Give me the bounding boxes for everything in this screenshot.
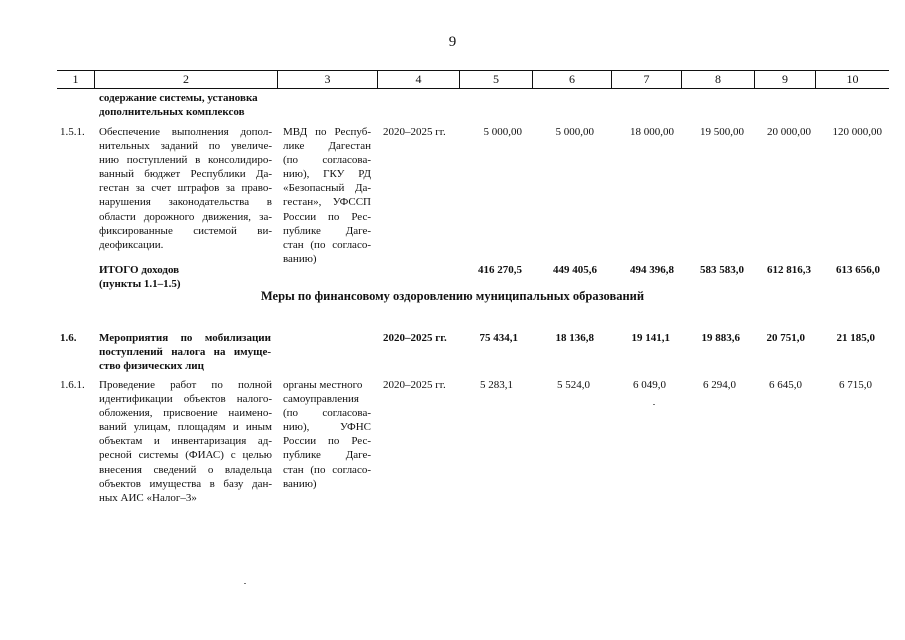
row-executor: МВД по Респуб- лике Дагестан (по согласова- нию), ГКУ РД «Безопасный Да- гестан», УФССП России по Рес- публике Даге- стан (по согласо- ванию) bbox=[283, 126, 371, 265]
value-cell: 21 185,0 bbox=[836, 332, 875, 344]
scan-speck bbox=[244, 583, 246, 584]
total-value: 612 816,3 bbox=[767, 264, 811, 276]
column-header: 3 bbox=[324, 72, 331, 86]
value-cell: 5 000,00 bbox=[483, 126, 522, 138]
value-cell: 6 294,0 bbox=[703, 379, 736, 391]
value-cell: 19 500,00 bbox=[700, 126, 744, 138]
continued-description-line: дополнительных комплексов bbox=[99, 106, 245, 118]
value-cell: 6 645,0 bbox=[769, 379, 802, 391]
page-number: 9 bbox=[448, 34, 457, 50]
column-header: 7 bbox=[643, 72, 650, 86]
section-title: Меры по финансовому оздоровлению муниципальных образований bbox=[260, 289, 645, 303]
column-header: 5 bbox=[493, 72, 499, 86]
value-cell: 6 049,0 bbox=[633, 379, 666, 391]
column-header: 2 bbox=[183, 72, 189, 86]
row-number: 1.6. bbox=[60, 332, 77, 344]
continued-description-line: содержание системы, установка bbox=[99, 92, 258, 104]
total-label-line: ИТОГО доходов bbox=[99, 264, 180, 276]
row-number: 1.6.1. bbox=[60, 379, 85, 391]
value-cell: 18 000,00 bbox=[630, 126, 674, 138]
value-cell: 75 434,1 bbox=[479, 332, 518, 344]
value-cell: 19 883,6 bbox=[701, 332, 740, 344]
column-header: 8 bbox=[715, 72, 721, 86]
column-header: 1 bbox=[72, 72, 79, 86]
value-cell: 6 715,0 bbox=[839, 379, 872, 391]
row-description: Обеспечение выполнения допол- нительных заданий по увеличе- нию поступлений в консолидиро- ванный бюджет Республики Да- гестан за счет штрафов за право- нарушения законодательства в области дорожного движения, за- фиксированные системой ви- деофиксации. bbox=[99, 126, 272, 251]
column-header: 4 bbox=[415, 72, 422, 86]
column-header-row bbox=[57, 70, 889, 89]
column-header: 6 bbox=[569, 72, 575, 86]
value-cell: 5 524,0 bbox=[557, 379, 590, 391]
total-value: 449 405,6 bbox=[553, 264, 597, 276]
value-cell: 20 000,00 bbox=[767, 126, 811, 138]
value-cell: 20 751,0 bbox=[766, 332, 805, 344]
row-description: Проведение работ по полной идентификации объектов налого- обложения, присвоение наимено- ваний улицам, площадям и иным объектам и инвентаризация ад- ресной системы (ФИАС) с целью внесения сведений о владельца объектов имущества в базу дан- ных АИС «Налог–3» bbox=[99, 379, 272, 504]
total-value: 613 656,0 bbox=[836, 264, 880, 276]
row-period: 2020–2025 гг. bbox=[383, 332, 447, 344]
row-period: 2020–2025 гг. bbox=[383, 379, 446, 391]
value-cell: 19 141,1 bbox=[631, 332, 670, 344]
row-period: 2020–2025 гг. bbox=[383, 126, 446, 138]
value-cell: 18 136,8 bbox=[555, 332, 594, 344]
total-label-line: (пункты 1.1–1.5) bbox=[99, 278, 181, 290]
scan-speck bbox=[653, 404, 655, 405]
total-value: 583 583,0 bbox=[700, 264, 744, 276]
total-value: 416 270,5 bbox=[478, 264, 522, 276]
row-number: 1.5.1. bbox=[60, 126, 85, 138]
column-header: 10 bbox=[846, 72, 859, 86]
column-header: 9 bbox=[782, 72, 788, 86]
value-cell: 5 000,00 bbox=[555, 126, 594, 138]
value-cell: 5 283,1 bbox=[480, 379, 513, 391]
value-cell: 120 000,00 bbox=[832, 126, 882, 138]
row-description: Мероприятия по мобилизации поступлений налога на имуще- ство физических лиц bbox=[99, 332, 271, 373]
total-value: 494 396,8 bbox=[630, 264, 674, 276]
row-executor: органы местного самоуправления (по согласова- нию), УФНС России по Рес- публике Даге- стан (по согласо- ванию) bbox=[283, 379, 371, 490]
